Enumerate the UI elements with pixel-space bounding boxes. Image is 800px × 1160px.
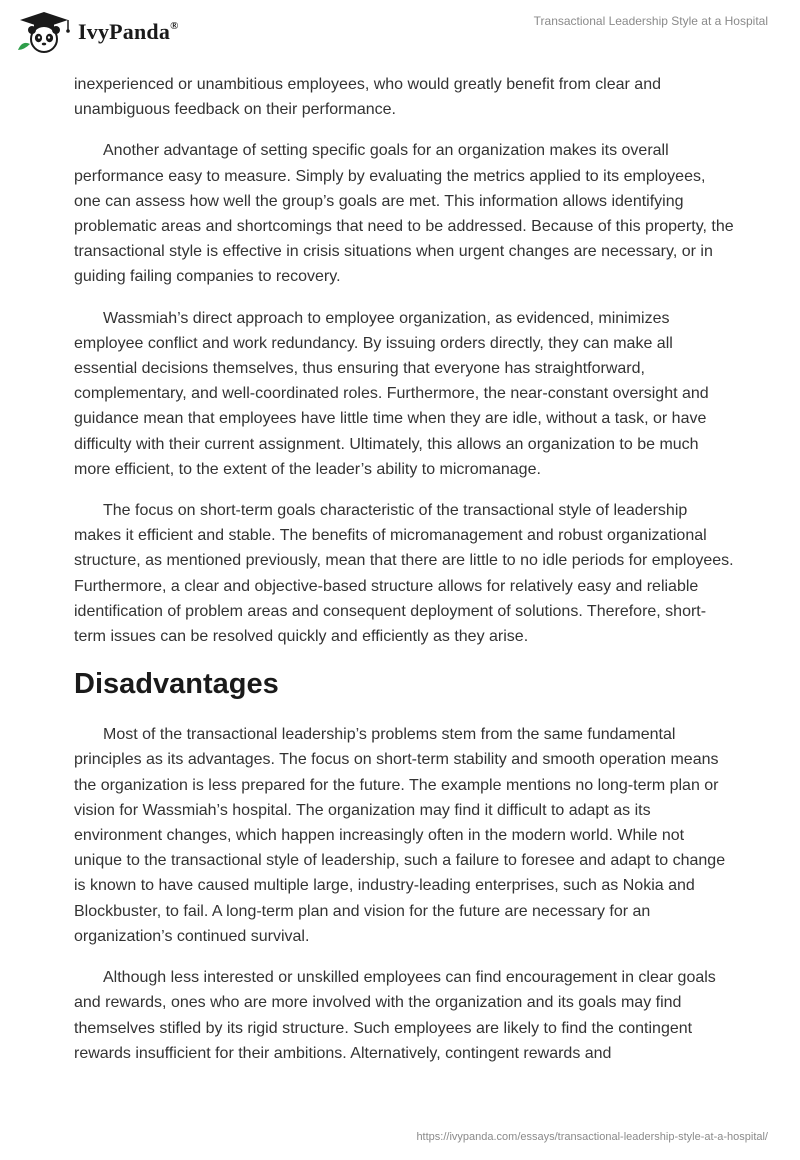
paragraph: The focus on short-term goals characteristic of the transactional style of leadership makes it efficient and stable. The benefits of micromanagement and robust organizational structure, as mentioned previously, mean that there are little to no idle periods for employees. Furthermore, a clear and objective-based structure allows for relatively easy and reliable identification of problem areas and consequent deployment of solutions. Therefore, short-term issues can be resolved quickly and efficiently as they arise. xyxy=(74,502,734,646)
paragraph: inexperienced or unambitious employees, who would greatly benefit from clear and unambiguous feedback on their performance. xyxy=(74,76,661,119)
paragraph: Although less interested or unskilled employees can find encouragement in clear goals and rewards, ones who are more involved with the organization and its goals may find themselves stifled by its rigid structure. Such employees are likely to find the contingent rewards insufficient for their ambitions. Alternatively, contingent rewards and xyxy=(74,969,716,1062)
paragraph: Another advantage of setting specific goals for an organization makes its overall performance easy to measure. Simply by evaluating the metrics applied to its employees, one can assess how well the group’s goals are met. This information allows identifying problematic areas and shortcomings that need to be addressed. Because of this property, the transactional style is effective in crisis situations when urgent changes are necessary, or in guiding failing companies to recovery. xyxy=(74,142,734,286)
registered-mark: ® xyxy=(170,19,179,32)
brand-name: IvyPanda® xyxy=(78,19,179,44)
document-title: Transactional Leadership Style at a Hospital xyxy=(533,14,768,28)
paragraph: Most of the transactional leadership’s problems stem from the same fundamental principles as its advantages. The focus on short-term stability and smooth operation means the organization is less prepared for the future. The example mentions no long-term plan or vision for Wassmiah’s hospital. The organization may find it difficult to adapt as its environment changes, which happen increasingly often in the modern world. While not unique to the transactional style of leadership, such a failure to foresee and adapt to change is known to have caused multiple large, industry-leading enterprises, such as Nokia and Blockbuster, to fail. A long-term plan and vision for the future are necessary for an organization’s continued survival. xyxy=(74,726,726,945)
panda-mascot-icon xyxy=(14,10,72,54)
page-header xyxy=(0,0,800,70)
paragraph: Wassmiah’s direct approach to employee organization, as evidenced, minimizes employee conflict and work redundancy. By issuing orders directly, they can make all essential decisions themselves, thus ensuring that everyone has straightforward, complementary, and well-coordinated roles. Furthermore, the near-constant oversight and guidance mean that employees have little time when they are idle, without a task, or have difficulty with their current assignment. Ultimately, this allows an organization to be much more efficient, to the extent of the leader’s ability to micromanage. xyxy=(74,309,709,478)
source-url[interactable]: https://ivypanda.com/essays/transactional-leadership-style-at-a-hospital/ xyxy=(416,1131,768,1143)
section-heading: Disadvantages xyxy=(74,668,279,701)
essay-body xyxy=(74,72,734,1082)
ivypanda-logo[interactable] xyxy=(14,8,179,56)
